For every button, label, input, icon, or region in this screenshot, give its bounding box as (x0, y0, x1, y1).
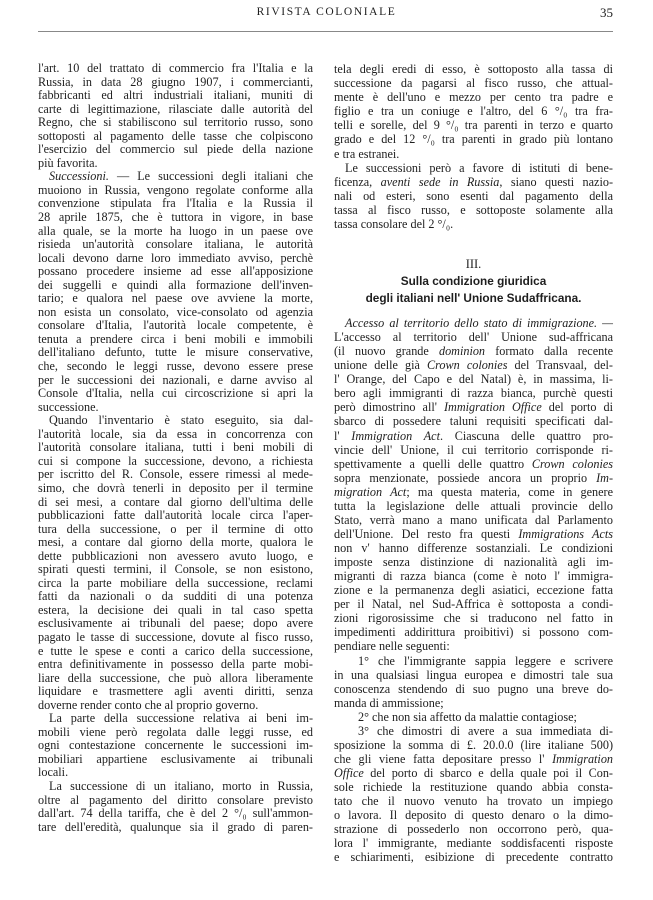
text-segment: più favorita. (38, 155, 98, 170)
text-segment: e schiarimenti, esibizione di precedente contratto (334, 850, 613, 865)
text-line (334, 780, 613, 794)
text-line (38, 726, 313, 740)
text-segment: l' (334, 428, 352, 443)
text-segment: dei suggelli e quindi alla formazione dell'inven- (38, 277, 313, 292)
text-segment: non v' hanno differenze sostanziali. Le condizioni (334, 541, 613, 555)
text-line (38, 550, 313, 564)
text-line (38, 509, 313, 523)
text-segment: tare dell'eredità, qualunque sia il grado di paren- (38, 819, 313, 834)
text-segment: La parte della successione relativa ai beni im- (49, 711, 313, 726)
text-line (38, 685, 313, 699)
text-line (38, 766, 313, 780)
text-line (38, 116, 313, 130)
text-segment: imposte senza distinzione di nazionalità agli im- (334, 555, 613, 570)
text-segment: L'accesso al territorio dell' Unione sud-affricana (334, 330, 613, 345)
text-segment: spirati questi termini, il Console, se non esistono, (38, 562, 313, 577)
text-segment: impedimenti addirittura proibitivi) si possono com- (334, 625, 613, 640)
text-segment: oltre al pagamento del diritto consolare previsto (38, 792, 313, 807)
text-line (38, 62, 313, 76)
text-line (334, 330, 613, 344)
text-line (334, 429, 613, 443)
text-segment: telli e sorelle, del 9 °/₀ tra parenti in terzo e quarto (334, 118, 613, 133)
text-segment: circa la parte mobiliare della successione, reclami (38, 575, 313, 590)
text-segment: Console d'Italia, nella cui circoscrizione si apri la (38, 386, 313, 401)
text-segment: convenzione stipulata fra l'Italia e la Russia il (38, 196, 313, 211)
text-line (334, 372, 613, 386)
text-segment: non esista un consolato, vice-consolato od agenzia (38, 304, 313, 319)
text-segment: mobiliari appartiene esclusivamente ai tribunali (38, 751, 313, 766)
text-segment: successione. (38, 399, 99, 414)
text-segment: del porto di sbarco e della quale poi il Con- (363, 766, 613, 780)
italic-text: Im- (596, 470, 613, 485)
page-number: 35 (600, 5, 613, 20)
text-segment: manda di ammissione; (334, 695, 444, 710)
text-line (38, 211, 313, 225)
text-segment: alla quale, se la morte ha luogo in un paese ove (38, 223, 313, 238)
text-segment: risieda un'autorità consolare italiana, le autorità (38, 237, 313, 252)
text-line (38, 577, 313, 591)
text-segment: figlio e tra un coniuge e l'altro, del 6 °/₀ tra fra- (334, 104, 613, 119)
text-segment: 2° che non sia affetto da malattie contagiose; (358, 709, 577, 724)
text-line (334, 668, 613, 682)
text-segment: locali. (38, 765, 69, 780)
text-segment: simo, che dovrà tenerli in deposito per il termine (38, 480, 313, 495)
text-line (38, 753, 313, 767)
text-segment: carte di legittimazione, rilasciate dalle autorità del (38, 101, 313, 116)
text-line (38, 374, 313, 388)
text-line (38, 319, 313, 333)
text-segment: . Ciascuna delle quattro pro- (439, 428, 614, 443)
text-segment: per le successioni dei nazionali, e darne avviso al (38, 372, 313, 387)
text-segment: formato dalla recente (485, 344, 613, 359)
text-segment: unione delle già (334, 358, 427, 373)
text-segment: di sei mesi, a contare dal giorno dell'ultima delle (38, 494, 313, 509)
text-line (334, 555, 613, 569)
section-heading-line-2: degli italiani nell' Unione Sudaffricana. (365, 291, 582, 305)
text-line (334, 344, 613, 358)
text-segment: strazione di possederlo non occorrono però, qua- (334, 822, 613, 837)
text-line (38, 794, 313, 808)
text-line (334, 808, 613, 822)
text-line (38, 604, 313, 618)
text-segment: in una qualsiasi lingua europea e dimostri tale sua (334, 667, 613, 682)
text-segment: l'esercizio del commercio sul piede della nazione (38, 142, 313, 157)
text-line (334, 710, 613, 724)
text-line (334, 147, 613, 161)
text-line (38, 807, 313, 821)
text-segment: pubblicazioni fatte dall'autorità locale circa l'aper- (38, 508, 313, 523)
text-line (334, 90, 613, 104)
text-line (334, 62, 613, 76)
text-segment: tenuta a prendere circa i beni mobili e immobili (38, 331, 313, 346)
text-line (38, 468, 313, 482)
text-segment: successione da pagarsi al fisco russo, che attual- (334, 76, 613, 91)
italic-text: Immigration Act (351, 428, 440, 443)
text-line (334, 541, 613, 555)
text-line (38, 238, 313, 252)
text-line (38, 821, 313, 835)
text-line (38, 645, 313, 659)
text-segment: 3° che dimostri di avere a sua immediata di- (358, 723, 613, 738)
text-line (334, 513, 613, 527)
text-line (334, 118, 613, 132)
text-segment: l'autorità locale, sia da essa in concorrenza con (38, 426, 313, 441)
text-segment: e tutte le spese e conti a carico della successione, (38, 643, 313, 658)
text-line (334, 696, 613, 710)
italic-text: Immigration (552, 751, 613, 766)
text-line (334, 822, 613, 836)
text-line (334, 132, 613, 146)
italic-text: Successioni. (49, 169, 109, 184)
text-segment: o lavora. Il deposito di questo denaro o la dimo- (334, 808, 613, 823)
text-line (334, 358, 613, 372)
text-line (38, 130, 313, 144)
text-line (334, 161, 613, 175)
italic-text: Crown colonies (531, 456, 613, 471)
text-segment: consolare d'Italia, l'autorità locale competente, è (38, 318, 313, 333)
italic-text: aventi sede in Russia (380, 174, 500, 189)
text-segment: che, secondo le leggi russe, devono essere prese (38, 359, 313, 374)
text-segment: ficenza, (334, 174, 381, 189)
text-line (38, 76, 313, 90)
text-line (334, 457, 613, 471)
text-segment: Stato, verrà mano a mano unificata dal Parlamento (334, 512, 613, 527)
text-line (38, 197, 313, 211)
text-segment: fabbricanti ed altri industriali italiani, muniti di (38, 88, 313, 103)
italic-text: migration Act (334, 484, 407, 499)
text-line (38, 157, 313, 171)
text-segment: estera, la decisione dei quali in tal caso spetta (38, 602, 313, 617)
text-segment: 1° che l'immigrante sappia leggere e scrivere (358, 653, 613, 668)
text-line (334, 527, 613, 541)
text-line (334, 752, 613, 766)
text-segment: zione e la permanenza degli asiatici, eccezione fatta (334, 583, 613, 598)
text-line (38, 441, 313, 455)
text-segment: ; ma questa materia, come in genere (406, 484, 613, 499)
text-segment: entra definitivamente in possesso della parte mobi- (38, 657, 313, 672)
text-segment: — Le successioni degli italiani che (108, 169, 313, 184)
text-line (38, 103, 313, 117)
text-segment: migranti di razza bianca (come è noto l' immigra- (334, 569, 613, 584)
section-heading-line-1: Sulla condizione giuridica (400, 274, 547, 288)
running-title: RIVISTA COLONIALE (256, 6, 397, 18)
text-segment: sole richiede la restituzione quando abbia consta- (334, 780, 613, 795)
text-line (334, 850, 613, 864)
text-line (38, 225, 313, 239)
text-segment: tario; e qualora nel paese ove avviene la morte, (38, 291, 313, 306)
text-line (38, 699, 313, 713)
text-line (334, 203, 613, 217)
text-segment: tassa al fisco russo, e sottoposte solamente alla (334, 202, 613, 217)
text-line (334, 766, 613, 780)
text-line (38, 590, 313, 604)
text-segment: sposizione la somma di £. 20.0.0 (lire italiane 500) (334, 737, 613, 752)
text-line (334, 443, 613, 457)
text-segment: spettivamente a quelli delle quattro (334, 456, 532, 471)
text-line (334, 175, 613, 189)
text-line (38, 428, 313, 442)
right-column-body (334, 316, 613, 864)
italic-text: Office (334, 766, 364, 780)
text-line (334, 76, 613, 90)
text-segment: tura della successione, o per il termine di otto (38, 521, 313, 536)
text-segment: l'autorità consolare italiana, tutti i beni mobili di (38, 440, 313, 455)
text-line (38, 617, 313, 631)
text-line (38, 523, 313, 537)
text-segment: lora l' immigrante, mediante soddisfacenti risposte (334, 836, 613, 851)
italic-text: Immigration Office (443, 400, 542, 415)
text-line (38, 170, 313, 184)
text-line (38, 252, 313, 266)
italic-text: Crown colonies (427, 358, 508, 373)
text-segment: muoiono in Russia, vengono regolate conforme alla (38, 182, 313, 197)
text-segment: Regno, che si stabiliscono sul territorio russo, sono (38, 115, 313, 130)
right-column-top (334, 62, 613, 231)
text-line (38, 401, 313, 415)
text-segment: dall'art. 74 della tariffa, che è del 2 °/₀ sull'ammon- (38, 806, 313, 821)
text-segment: sottoposti al pagamento delle tasse che colpiscono (38, 128, 313, 143)
text-segment: 28 aprile 1875, che è tuttora in vigore, in base (38, 210, 313, 225)
text-line (334, 611, 613, 625)
text-line (334, 583, 613, 597)
text-line (334, 654, 613, 668)
text-line (334, 794, 613, 808)
text-line (38, 739, 313, 753)
text-line (334, 414, 613, 428)
text-line (38, 658, 313, 672)
text-segment: sbarco di possedere taluni requisiti specificati dal- (334, 414, 613, 429)
text-segment: fatti da nazionali o da sudditi di una potenza (38, 589, 313, 604)
text-line (38, 712, 313, 726)
text-segment: del porto di (541, 400, 613, 415)
text-segment: sopra menzionate, possiede ancora un proprio (334, 470, 597, 485)
text-segment: l'art. 10 del trattato di commercio fra l'Italia e la (38, 61, 313, 75)
text-segment: liare della successione, che può allora liberamente (38, 670, 313, 685)
text-line (38, 455, 313, 469)
text-segment: tela degli eredi di esso, è sottoposto alla tassa di (334, 62, 613, 76)
text-line (334, 682, 613, 696)
text-segment: mente è dell'uno e mezzo per cento tra padre e (334, 90, 613, 105)
text-segment: pendiare nelle seguenti: (334, 639, 450, 654)
text-line (38, 482, 313, 496)
text-segment: e tra estranei. (334, 146, 400, 161)
text-segment: tato che il nuovo venuto ha trovato un impiego (334, 794, 613, 809)
text-segment: tassa consolare del 2 °/₀. (334, 217, 454, 232)
text-line (38, 346, 313, 360)
text-segment: grado e del 12 °/₀ tra parenti in grado più lontano (334, 132, 613, 147)
text-segment: pagato le tasse di successione, dovute al fisco russo, (38, 629, 313, 644)
text-line (38, 306, 313, 320)
text-segment: mobili viene però regolata dalle leggi russe, ed (38, 724, 313, 739)
text-segment: (il nuovo grande (334, 344, 439, 359)
text-segment: locali devono darne loro immediato avviso, perchè (38, 250, 313, 265)
text-line (38, 279, 313, 293)
text-line (334, 836, 613, 850)
text-segment: tutta la legislazione delle attuali provincie dello (334, 498, 613, 513)
text-line (334, 569, 613, 583)
text-line (334, 471, 613, 485)
text-segment: mesi, a contare dal giorno della morte, qualora le (38, 535, 313, 550)
text-segment: vincie dell' Unione, il cui territorio corrisponde ri- (334, 442, 613, 457)
text-segment: dell'Unione. Del resto fra questi (334, 526, 519, 541)
text-line (38, 184, 313, 198)
text-segment: per iscritto del R. Console, essere rimessi al mede- (38, 467, 313, 482)
text-line (334, 724, 613, 738)
text-segment: Le successioni però a favore di istituti di bene- (345, 160, 613, 175)
text-line (38, 333, 313, 347)
text-segment: Quando l'inventario è stato eseguito, sia dal- (49, 413, 313, 428)
text-line (334, 639, 613, 653)
text-segment: cui si compone la successione, devono, a richiesta (38, 453, 313, 468)
text-line (38, 631, 313, 645)
text-line (334, 316, 613, 330)
italic-text: Accesso al territorio dello stato di immigrazione. — (345, 316, 613, 330)
text-line (334, 104, 613, 118)
header-rule (38, 31, 613, 32)
text-line (38, 143, 313, 157)
text-segment: del Transvaal, del- (507, 358, 613, 373)
text-segment: l' Orange, del Capo e del Natal) è, in massima, li- (334, 372, 613, 387)
italic-text: dominion (438, 344, 486, 359)
text-line (334, 386, 613, 400)
text-line (334, 217, 613, 231)
text-segment: Russia, in data 28 giugno 1907, i commercianti, (38, 74, 313, 89)
text-line (38, 89, 313, 103)
text-segment: dell'italiano defunto, tutte le misure conservative, (38, 345, 313, 360)
text-line (38, 292, 313, 306)
text-segment: La successione di un italiano, morto in Russia, (49, 778, 313, 793)
text-segment: nali od esteri, sono esenti dal pagamento della (334, 188, 613, 203)
text-line (38, 360, 313, 374)
text-segment: conoscenza stendendo di suo pugno una breve do- (334, 681, 613, 696)
text-segment: doverne render conto che al proprio governo. (38, 697, 259, 712)
text-line (38, 265, 313, 279)
section-number: III. (465, 257, 482, 271)
text-segment: esclusivamente ai tribunali del paese; dopo avere (38, 616, 313, 631)
text-segment: liquidare e trasmettere agli aventi diritti, senza (38, 684, 313, 699)
text-segment: che gli viene fatta depositare presso l' (334, 751, 553, 766)
text-line (334, 485, 613, 499)
text-segment: per il Natal, nel Sud-Affrica è sottoposta a condi- (334, 597, 613, 612)
text-line (38, 672, 313, 686)
text-line (38, 387, 313, 401)
text-line (334, 189, 613, 203)
text-segment: però dimostrino all' (334, 400, 444, 415)
text-line (38, 780, 313, 794)
text-line (334, 625, 613, 639)
text-segment: , siano questi nazio- (499, 174, 613, 189)
text-line (334, 400, 613, 414)
text-segment: zioni rigorosissime che si traducono nel fatto in (334, 611, 613, 626)
text-line (38, 496, 313, 510)
text-line (334, 597, 613, 611)
text-segment: bero agli immigranti di razza bianca, purchè questi (334, 386, 613, 401)
text-segment: possano procedere insieme ad esse all'apposizione (38, 264, 313, 279)
left-column (38, 62, 313, 834)
text-segment: dette pubblicazioni non avessero avuto luogo, e (38, 548, 313, 563)
text-segment: ogni contestazione concernente le successioni im- (38, 738, 313, 753)
text-line (38, 536, 313, 550)
text-line (334, 499, 613, 513)
text-line (38, 563, 313, 577)
italic-text: Immigrations Acts (518, 526, 613, 541)
text-line (334, 738, 613, 752)
text-line (38, 414, 313, 428)
